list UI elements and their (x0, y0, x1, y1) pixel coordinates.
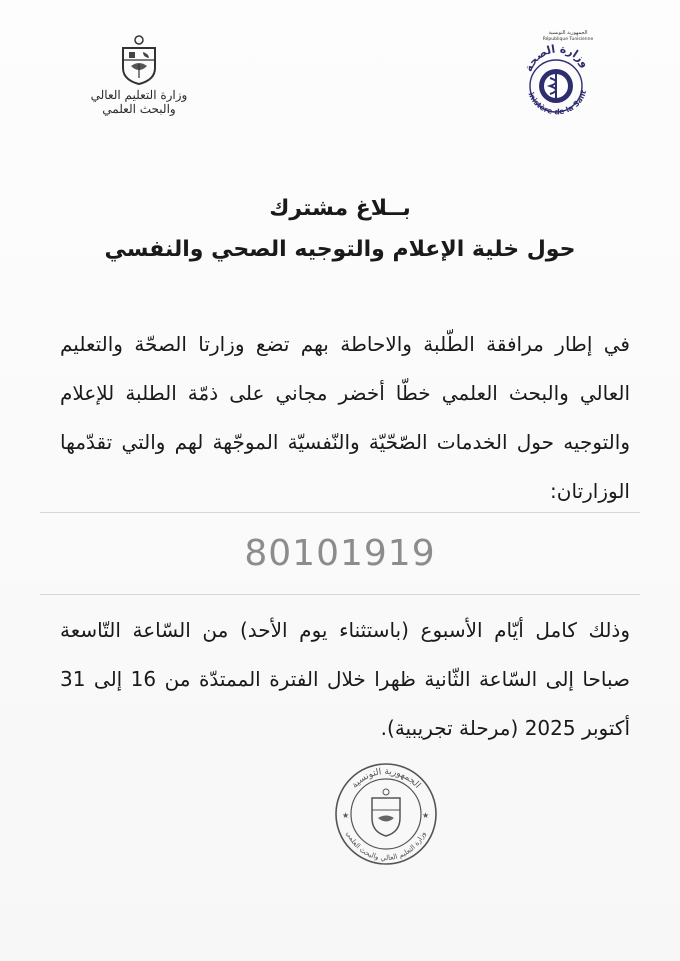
divider (40, 512, 640, 513)
divider (40, 594, 640, 595)
hotline-number: 80101919 (244, 533, 436, 574)
tunisia-coat-of-arms-icon (117, 34, 161, 86)
body-paragraph-2: وذلك كامل أيّام الأسبوع (باستثناء يوم الأحد) من السّاعة التّاسعة صباحا إلى السّاعة الثّانية ظهرا خلال الفترة الممتدّة من 16 إلى 31 أكتوبر 2025 (مرحلة تجريبية). (60, 618, 630, 740)
health-logo-top-text: الجمهورية التونسية (548, 30, 588, 36)
health-logo-french-name: inistère de la Sant (526, 89, 589, 117)
svg-text:وزارة الصحة (522, 42, 592, 73)
ministry-of-health-logo (512, 26, 604, 130)
left-logo-line2: والبحث العلمي (102, 102, 176, 116)
higher-education-logo (84, 34, 194, 116)
left-logo-line1: وزارة التعليم العالي (90, 88, 188, 102)
official-stamp (332, 760, 440, 868)
announcement-title: بــلاغ مشترك (269, 196, 411, 221)
svg-text:★: ★ (422, 811, 430, 820)
health-logo-arabic-name: وزارة الصحة (521, 42, 592, 74)
body-paragraph-1: في إطار مرافقة الطّلبة والاحاطة بهم تضع وزارتا الصحّة والتعليم العالي والبحث العلمي خطّا أخضر مجاني على ذمّة الطلبة للإعلام والتوجيه حول الخدمات الصّحّيّة والنّفسيّة الموجّهة لهم والتي تقدّمها الوزارتان: (60, 332, 630, 503)
stamp-bottom-text: وزارة التعليم العالي والبحث العلمي (344, 830, 428, 863)
stamp-ring-text: الجمهورية التونسية (349, 766, 423, 791)
svg-text:★: ★ (342, 811, 350, 820)
health-logo-top-text-fr: République Tunisienne (542, 37, 594, 42)
svg-text:وزارة التعليم العالي والبحث ال (345, 830, 428, 862)
announcement-subtitle: حول خلية الإعلام والتوجيه الصحي والنفسي (104, 237, 576, 262)
